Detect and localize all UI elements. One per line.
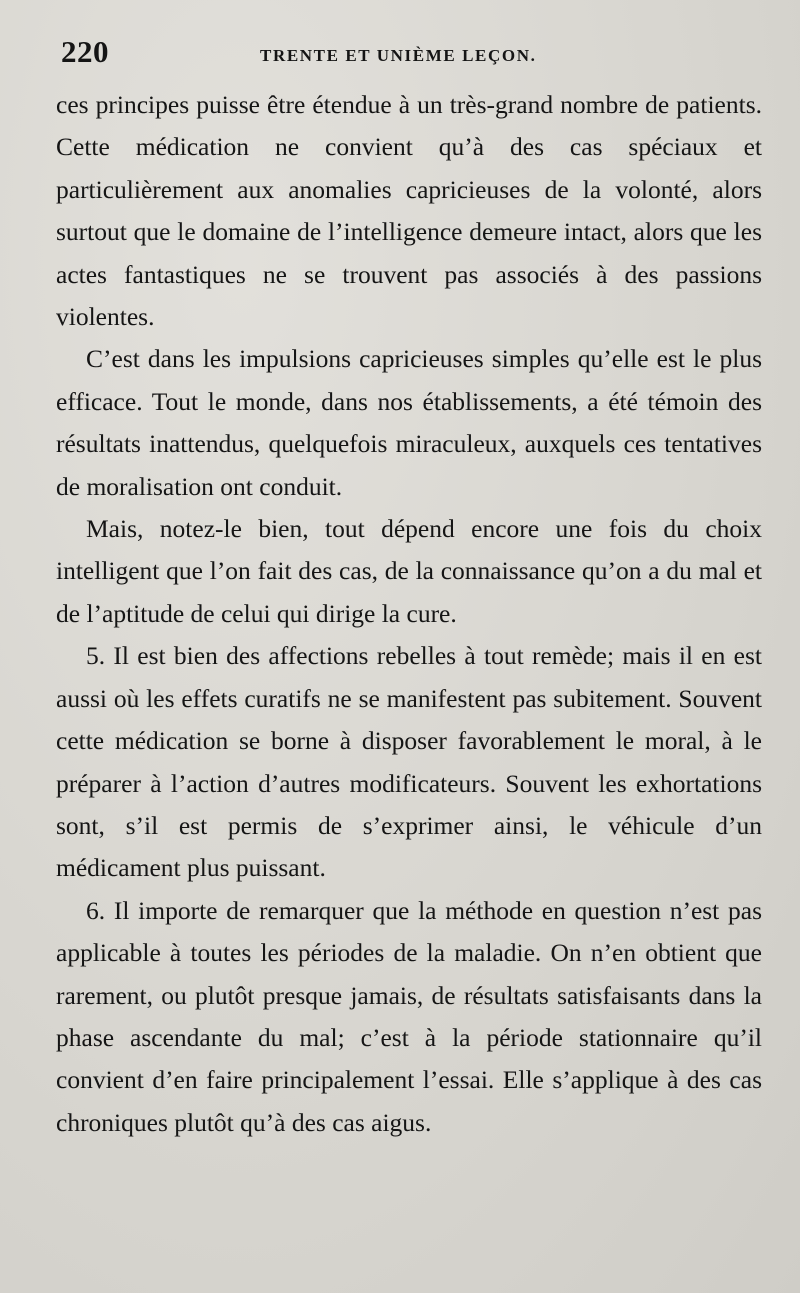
- body-text: [56, 84, 762, 1144]
- paragraph-continuation: ces principes puisse être étendue à un très-grand nombre de patients. Cette médication ne convient qu’à des cas spéciaux et particulièrement aux anomalies capricieuses de la volonté, alors surtout que le domaine de l’intelligence demeure intact, alors que les actes fantastiques ne se trouvent pas associés à des passions violentes.: [56, 90, 762, 332]
- running-head: TRENTE ET UNIÈME LEÇON.: [260, 46, 537, 65]
- page-number: 220: [61, 34, 109, 69]
- page-header: [58, 34, 758, 74]
- paragraph: Mais, notez-le bien, tout dépend encore une fois du choix intelligent que l’on fait des cas, de la connaissance qu’on a du mal et de l’aptitude de celui qui dirige la cure.: [56, 514, 762, 628]
- paragraph-numbered-5: 5. Il est bien des affections rebelles à tout remède; mais il en est aussi où les effets curatifs ne se manifestent pas subitement. Souvent cette médication se borne à disposer favorablement le moral, à le préparer à l’action d’autres modificateurs. Souvent les exhortations sont, s’il est permis de s’exprimer ainsi, le véhicule d’un médicament plus puissant.: [56, 641, 762, 883]
- paragraph-numbered-6: 6. Il importe de remarquer que la méthode en question n’est pas applicable à toutes les périodes de la maladie. On n’en obtient que rarement, ou plutôt presque jamais, de résultats satisfaisants dans la phase ascendante du mal; c’est à la période stationnaire qu’il convient d’en faire principalement l’essai. Elle s’applique à des cas chroniques plutôt qu’à des cas aigus.: [56, 895, 762, 1137]
- paragraph: C’est dans les impulsions capricieuses simples qu’elle est le plus efficace. Tout le monde, dans nos établissements, a été témoin des résultats inattendus, quelquefois miraculeux, auxquels ces tentatives de moralisation ont conduit.: [56, 344, 762, 501]
